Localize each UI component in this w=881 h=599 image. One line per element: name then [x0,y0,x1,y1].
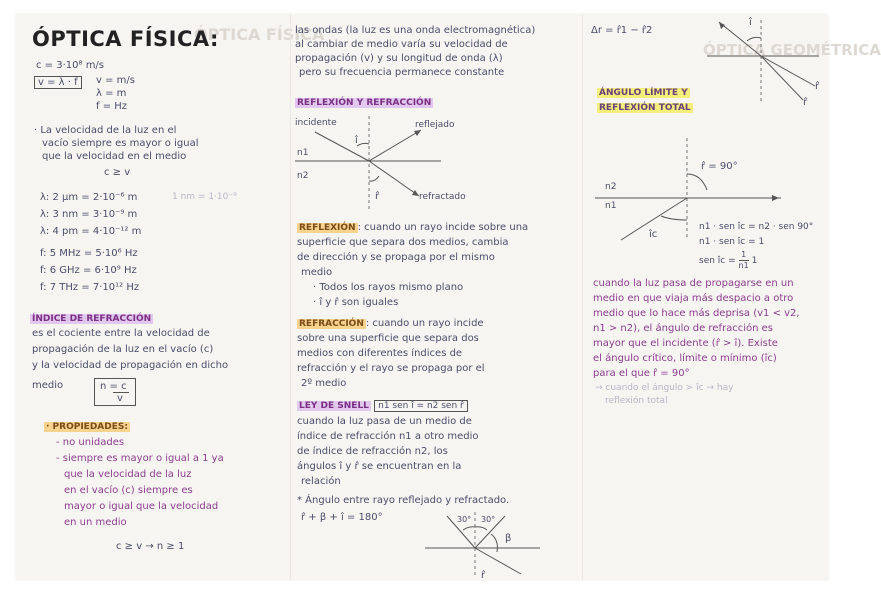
final-relation: c ≥ v → n ≥ 1 [116,541,185,552]
refraccion-line: REFRACCIÓN : cuando un rayo incide [299,318,484,329]
refraction-index-text: propagación de la luz en el vacío (c) [32,344,214,355]
dispersion-r2-label: r̂ [803,97,808,108]
title-ghost: ÓPTICA FÍSICA [194,25,325,44]
reflexion-line: REFLEXIÓN : cuando un rayo incide sobre una [299,222,529,233]
incident-angle-label: î [355,135,358,146]
reflexion-bullet: · î y r̂ son iguales [313,297,399,308]
property-line: - siempre es mayor o igual a 1 ya [56,453,224,464]
limit-n2-label: n2 [605,182,617,192]
limit-equation-3: sen îc = $\frac{1}{n1}$ 1 [699,250,758,270]
limit-text-line: n1 > n2), el ángulo de refracción es [593,323,773,334]
refraction-index-heading: ÍNDICE DE REFRACCIÓN [32,314,152,324]
properties-heading: · PROPIEDADES: [46,422,128,432]
faint-total-reflection-2: reflexión total [605,396,668,406]
limit-text-line: el ángulo crítico, límite o mínimo (îc) [593,353,777,364]
example-line: f: 5 MHz = 5·10⁶ Hz [40,248,138,259]
n-formula-top: n = c [100,381,127,392]
limit-equation-1: n1 · sen îc = n2 · sen 90° [699,222,814,232]
snell-line: ángulos î y r̂ se encuentran en la [297,461,462,472]
snell-line: relación [301,476,341,487]
reflexion-line: medio [301,267,333,278]
frequency-unit: f = Hz [96,101,128,112]
snell-heading: LEY DE SNELL n1 sen î = n2 sen r̂ [297,399,468,413]
property-line: - no unidades [56,437,125,448]
reflexion-line: superficie que separa dos medios, cambia [297,237,509,248]
rr-heading: REFLEXIÓN Y REFRACCIÓN [297,98,432,108]
property-line: mayor o igual que la velocidad [64,501,219,512]
diagram-r-label: r̂ [481,570,486,581]
example-line: λ: 3 nm = 3·10⁻⁹ m [40,209,138,220]
speed-text-line-3: que la velocidad en el medio [42,151,187,162]
delta-r-formula: Δr = r̂1 − r̂2 [591,25,653,36]
property-line: que la velocidad de la luz [64,469,192,480]
r-90-label: r̂ = 90° [701,161,738,172]
example-line: λ: 2 μm = 2·10⁻⁶ m [40,192,138,203]
dispersion-r1-label: r̂ [815,81,820,92]
reflexion-line: de dirección y se propaga por el mismo [297,252,495,263]
example-line: λ: 4 pm = 4·10⁻¹² m [40,226,142,237]
limit-text-line: medio en que viaja más despacio a otro [593,293,794,304]
beta-label: β [505,533,512,544]
critical-angle-label: îc [649,229,658,240]
wavelength-unit: λ = m [96,88,127,99]
incident-label: incidente [295,118,337,128]
n2-label: n2 [297,171,309,181]
n-formula-box [94,378,136,406]
n-formula-bottom: v [117,393,123,404]
property-line: en un medio [64,517,127,528]
faint-note: 1 nm = 1·10⁻⁹ [172,192,237,202]
refraccion-line: refracción y el rayo se propaga por el [297,363,485,374]
refracted-label: refractado [419,192,466,202]
refraccion-line: 2º medio [301,378,347,389]
wave-formula-box: v = λ · f [34,76,82,89]
snell-line: cuando la luz pasa de un medio de [297,416,472,427]
velocity-unit: v = m/s [96,75,135,86]
limit-text-line: cuando la luz pasa de propagarse en un [593,278,794,289]
speed-text-line-2: vacío siempre es mayor o igual [42,138,199,149]
limit-text-line: mayor que el incidente (r̂ > î). Existe [593,338,778,349]
c-ge-v: c ≥ v [104,167,131,178]
angle-30-right: 30° [481,515,496,524]
snell-line: de índice de refracción n2, los [297,446,448,457]
reflected-label: reflejado [415,120,455,130]
column-optica-geometrica [582,14,881,580]
speed-text-line-1: · La velocidad de la luz en el [34,125,177,136]
angle-note: * Ángulo entre rayo reflejado y refractado. [297,495,510,506]
property-line: en el vacío (c) siempre es [64,485,193,496]
refraction-index-text: es el cociente entre la velocidad de [32,328,210,339]
refraction-index-text: medio [32,380,64,391]
column-reflexion-refraccion [290,14,581,580]
intro-line: las ondas (la luz es una onda electromagnética) [295,25,536,36]
angle-formula: r̂ + β + î = 180° [301,512,383,523]
refraction-angle-label: r̂ [375,191,380,202]
example-line: f: 7 THz = 7·10¹² Hz [40,282,140,293]
angle-30-left: 30° [457,515,472,524]
limit-equation-2: n1 · sen îc = 1 [699,237,765,247]
example-line: f: 6 GHz = 6·10⁹ Hz [40,265,137,276]
notes-sheet [16,14,881,581]
intro-line: al cambiar de medio varía su velocidad de [295,39,508,50]
snell-line: índice de refracción n1 a otro medio [297,431,479,442]
page-title: ÓPTICA FÍSICA: [32,27,219,51]
speed-of-light: c = 3·10⁸ m/s [36,60,105,71]
intro-line: propagación (v) y su longitud de onda (λ) [295,53,503,64]
limit-text-line: para el que r̂ = 90° [593,368,690,379]
dispersion-i-label: î [749,17,752,28]
limit-text-line: medio que lo hace más deprisa (v1 < v2, [593,308,800,319]
refraction-index-text: y la velocidad de propagación en dicho [32,360,229,371]
refraccion-line: medios con diferentes índices de [297,348,463,359]
n1-label: n1 [297,148,309,158]
reflexion-bullet: · Todos los rayos mismo plano [313,282,464,293]
limit-heading-2: REFLEXIÓN TOTAL [599,103,691,113]
limit-n1-label: n1 [605,201,617,211]
intro-line: pero su frecuencia permanece constante [299,67,505,78]
dispersion-diagram [703,16,823,106]
faint-total-reflection-1: → cuando el ángulo > îc → hay [595,383,734,393]
refraccion-line: sobre una superficie que separa dos [297,333,479,344]
ghost-title: ÓPTICA GEOMÉTRICA [703,41,881,59]
limit-heading-1: ÁNGULO LÍMITE Y [599,88,688,98]
